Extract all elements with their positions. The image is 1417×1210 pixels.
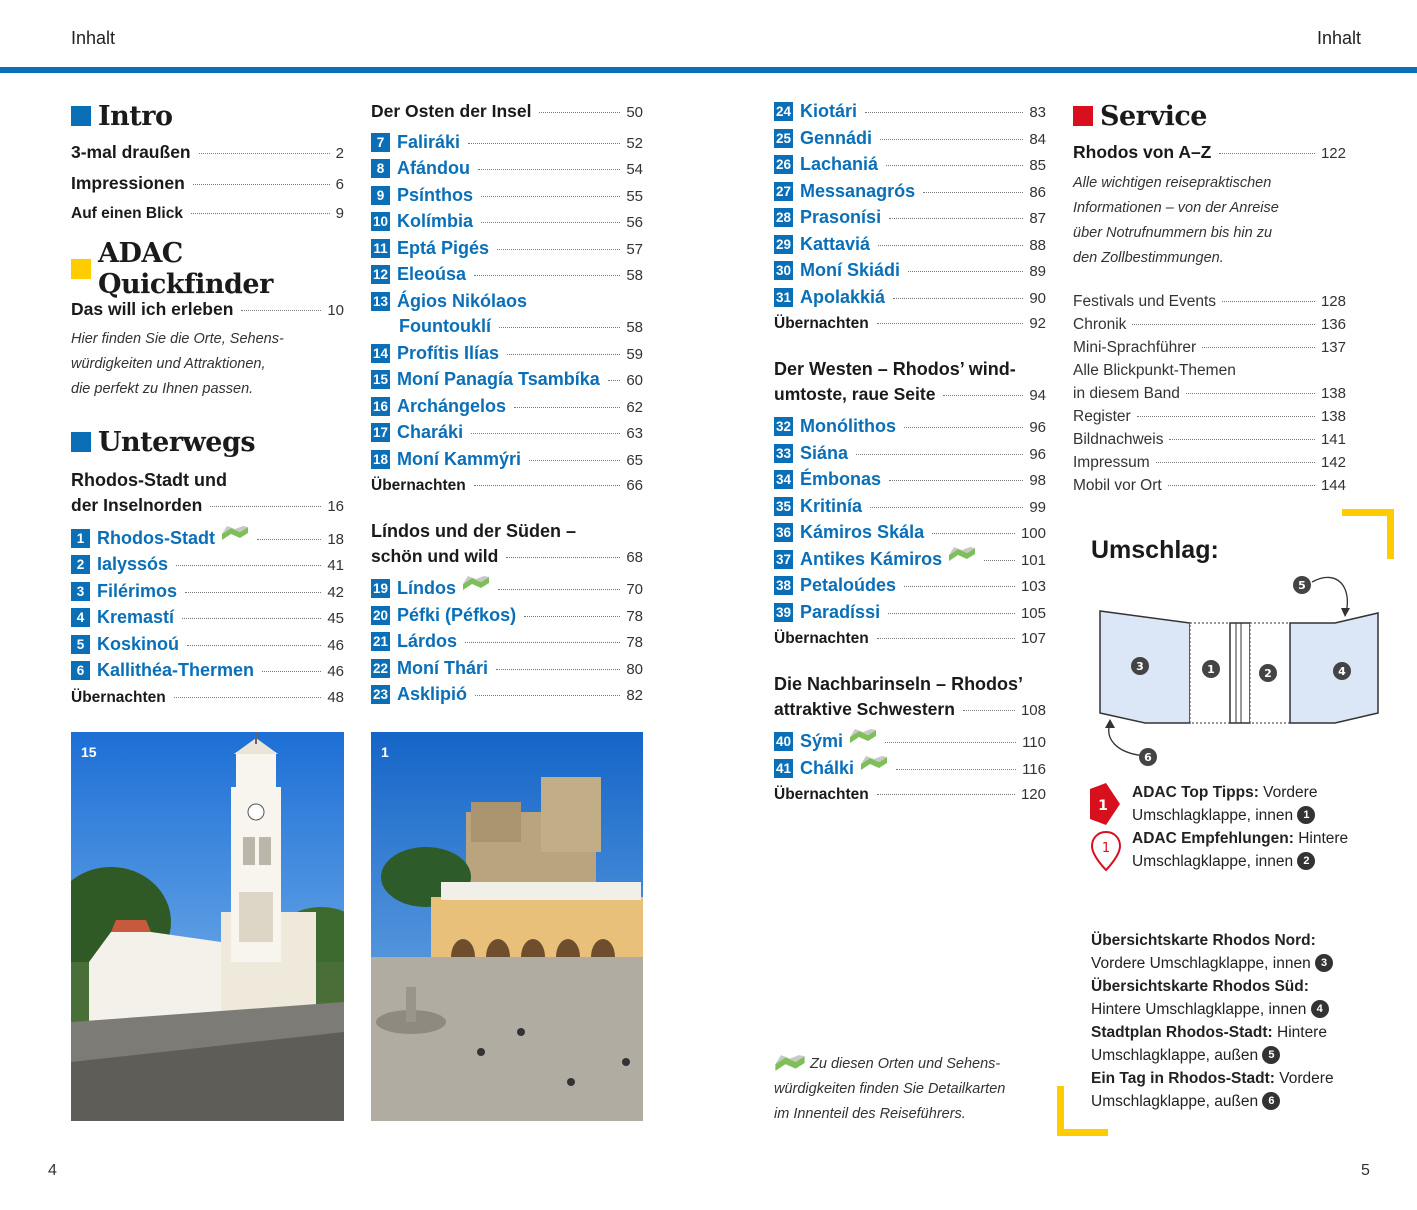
marker-label: 1 <box>1101 841 1111 856</box>
toc-item[interactable]: 18 Moní Kammýri 65 <box>373 448 643 469</box>
legend-maps: Übersichtskarte Rhodos Nord: Vordere Umschlagklappe, innen 3 Übersichtskarte Rhodos Süd: Hintere Umschlagklappe, innen 4 Stadtplan Rhodos-Stadt: Hintere Umschlagklappe, außen 5 Ein Tag in Rhodos-Stadt: Vordere Umschlagklappe, außen 6 <box>1091 932 1334 1110</box>
map-icon <box>860 755 888 771</box>
toc-row[interactable]: Chronik 136 <box>1073 315 1346 333</box>
toc-row[interactable]: Festivals und Events 128 <box>1073 292 1346 310</box>
toc-row[interactable]: Übernachten 120 <box>774 786 1046 803</box>
marker-label: 1 <box>1098 798 1108 814</box>
panel-label: 1 <box>1207 663 1215 676</box>
arrow-label: 5 <box>1298 579 1306 592</box>
church-illustration <box>71 732 344 1121</box>
toc-item[interactable]: 25 Gennádi 84 <box>776 127 1046 148</box>
service-note: Alle wichtigen reisepraktischen Informationen – von der Anreise über Notrufnummern bis hin zu den Zollbestimmungen. <box>1073 174 1279 266</box>
map-icon <box>948 546 976 562</box>
toc-row[interactable]: Übernachten 66 <box>371 477 643 494</box>
region-heading: Die Nachbarinseln – Rhodos’ <box>774 673 1024 694</box>
section-intro-title: Intro <box>71 96 344 136</box>
toc-item[interactable]: 7 Faliráki 52 <box>371 130 643 157</box>
toc-item[interactable]: 21 Lárdos 78 <box>373 631 643 651</box>
empfehlung-marker-icon <box>1090 830 1122 872</box>
toc-row[interactable]: Übernachten 107 <box>774 630 1046 647</box>
toc-row[interactable]: schön und wild 68 <box>371 545 643 566</box>
legend-top-tipps: ADAC Top Tipps: Vordere Umschlagklappe, innen 1 <box>1132 784 1318 824</box>
toc-item[interactable]: 22 Moní Thári 80 <box>373 657 643 678</box>
toc-item[interactable]: 37 Antikes Kámiros 101 <box>774 547 1046 574</box>
toc-item[interactable]: 29 Kattaviá 88 <box>776 233 1046 254</box>
map-icon <box>462 575 490 591</box>
toc-item[interactable]: 40 Sými 110 <box>774 729 1046 756</box>
toc-item[interactable]: 2 Ialyssós 41 <box>71 552 344 579</box>
toc-item[interactable]: 13 Ágios Nikólaos <box>373 290 528 311</box>
toc-item[interactable]: 36 Kámiros Skála 100 <box>776 522 1046 542</box>
column-2 <box>371 99 643 709</box>
section-marker <box>1073 106 1093 126</box>
toc-item[interactable]: 31 Apolakkiá 90 <box>776 286 1046 307</box>
toc-item[interactable]: 27 Messanagrós 86 <box>776 180 1046 201</box>
quickfinder-note: Hier finden Sie die Orte, Sehens- würdigkeiten und Attraktionen, die perfekt zu Ihnen passen. <box>71 331 284 397</box>
toc-item[interactable]: 15 Moní Panagía Tsambíka 60 <box>373 369 643 389</box>
toc-item[interactable]: 8 Afándou 54 <box>371 156 643 183</box>
toc-item[interactable]: 38 Petaloúdes 103 <box>776 575 1046 595</box>
toc-item[interactable]: 20 Péfki (Péfkos) 78 <box>373 604 643 625</box>
toc-row[interactable]: Bildnachweis 141 <box>1073 430 1346 448</box>
toc-item[interactable]: 19 Líndos 70 <box>371 576 643 603</box>
toc-row[interactable]: attraktive Schwestern 108 <box>774 698 1046 719</box>
toc-row[interactable]: Das will ich erleben 10 <box>71 298 344 319</box>
toc-item[interactable]: 39 Paradíssi 105 <box>776 601 1046 622</box>
toc-row[interactable]: Rhodos von A–Z 122 <box>1073 142 1346 162</box>
photo-badge: 1 <box>381 744 389 760</box>
toc-item[interactable]: 35 Kritinía 99 <box>776 495 1046 516</box>
section-marker <box>71 259 91 279</box>
header-left: Inhalt <box>71 28 116 48</box>
top-tipp-marker-icon <box>1090 783 1124 825</box>
umschlag-title: Umschlag: <box>1091 536 1219 564</box>
toc-row[interactable]: Übernachten 92 <box>774 315 1046 332</box>
toc-row[interactable]: Auf einen Blick 9 <box>71 205 344 222</box>
header-rule <box>0 67 1417 73</box>
panel-label: 4 <box>1338 665 1346 678</box>
toc-row[interactable]: Übernachten 48 <box>71 688 344 706</box>
section-quickfinder-title: ADAC Quickfinder <box>71 249 344 289</box>
toc-item[interactable]: 24 Kiotári 83 <box>776 101 1046 121</box>
page-number-right: 5 <box>1361 1162 1370 1179</box>
toc-row[interactable]: Der Osten der Insel 50 <box>371 101 643 121</box>
section-marker <box>71 432 91 452</box>
photo-badge: 15 <box>81 744 97 760</box>
corner-bracket-top <box>1342 509 1394 559</box>
header-right: Inhalt <box>1316 28 1361 48</box>
square-illustration <box>371 732 643 1121</box>
toc-item[interactable]: 10 Kolímbia 56 <box>373 211 643 231</box>
region-heading: Der Westen – Rhodos’ wind- <box>774 358 1016 379</box>
ref-circle: 5 <box>1262 1046 1280 1064</box>
cover-fold-diagram <box>1090 568 1390 773</box>
toc-row[interactable]: Mobil vor Ort 144 <box>1073 476 1346 494</box>
map-icon <box>221 525 249 541</box>
map-icon <box>849 728 877 744</box>
toc-item[interactable]: 33 Siána 96 <box>776 442 1046 463</box>
toc-item[interactable]: 11 Eptá Pigés 57 <box>371 236 643 263</box>
toc-row[interactable]: der Inselnorden 16 <box>71 495 344 515</box>
toc-row[interactable]: Mini-Sprachführer 137 <box>1073 338 1346 356</box>
toc-item[interactable]: 30 Moní Skiádi 89 <box>776 260 1046 280</box>
toc-item[interactable]: 14 Profítis Ilías 59 <box>373 342 643 363</box>
toc-item[interactable]: 41 Chálki 116 <box>774 756 1046 783</box>
toc-row[interactable]: 3-mal draußen 2 <box>71 142 344 162</box>
ref-circle: 6 <box>1262 1092 1280 1110</box>
toc-item[interactable]: 9 Psínthos 55 <box>371 183 643 210</box>
toc-item[interactable]: 26 Lachaniá 85 <box>776 154 1046 174</box>
ref-circle: 4 <box>1311 1000 1329 1018</box>
ref-circle: 1 <box>1297 806 1315 824</box>
page-number-left: 4 <box>48 1162 57 1179</box>
section-marker <box>71 106 91 126</box>
toc-row[interactable]: in diesem Band 138 <box>1073 384 1346 402</box>
toc-item[interactable]: 17 Charáki 63 <box>373 422 643 442</box>
column-3 <box>774 99 1046 808</box>
map-icon <box>774 1054 806 1072</box>
toc-row[interactable]: umtoste, raue Seite 94 <box>774 383 1046 404</box>
ref-circle: 3 <box>1315 954 1333 972</box>
arrow-label: 6 <box>1144 751 1152 764</box>
toc-item[interactable]: 32 Monólithos 96 <box>776 416 1046 436</box>
section-unterwegs-title: Unterwegs <box>71 422 344 462</box>
column-4 <box>1073 96 1346 497</box>
legend-empfehlungen: ADAC Empfehlungen: Hintere Umschlagklappe, innen 2 <box>1132 830 1349 870</box>
toc-item[interactable]: 12 Eleoúsa 58 <box>373 264 643 284</box>
toc-item[interactable]: 3 Filérimos 42 <box>71 579 344 606</box>
toc-row[interactable]: Register 138 <box>1073 407 1346 425</box>
toc-row[interactable]: Impressionen 6 <box>71 172 344 193</box>
toc-item[interactable]: 1 Rhodos-Stadt 18 <box>71 526 344 553</box>
region-heading: Líndos und der Süden – <box>371 520 577 541</box>
toc-row[interactable]: Impressum 142 <box>1073 453 1346 471</box>
column-1 <box>71 96 344 710</box>
toc-item-continued[interactable]: Fountouklí 58 <box>399 316 643 336</box>
toc-item[interactable]: 34 Émbonas 98 <box>776 469 1046 489</box>
photo-church <box>71 732 344 1121</box>
ref-circle: 2 <box>1297 852 1315 870</box>
panel-label: 3 <box>1136 660 1144 673</box>
toc-item[interactable]: 5 Koskinoú 46 <box>71 632 344 659</box>
toc-item[interactable]: 28 Prasonísi 87 <box>776 207 1046 227</box>
panel-label: 2 <box>1264 667 1272 680</box>
toc-row-heading: Alle Blickpunkt-Themen <box>1073 361 1236 379</box>
section-service-title: Service <box>1073 96 1346 136</box>
region-heading: Rhodos-Stadt und <box>71 470 227 490</box>
toc-item[interactable]: 23 Asklipió 82 <box>373 684 643 704</box>
cover-spine <box>1230 623 1250 723</box>
toc-item[interactable]: 4 Kremastí 45 <box>71 605 344 632</box>
photo-square <box>371 732 643 1121</box>
toc-item[interactable]: 16 Archángelos 62 <box>373 395 643 416</box>
map-note: Zu diesen Orten und Sehens- würdigkeiten finden Sie Detailkarten im Innenteil des Reiseführers. <box>774 1056 1006 1122</box>
toc-item[interactable]: 6 Kallithéa-Thermen 46 <box>71 658 344 685</box>
